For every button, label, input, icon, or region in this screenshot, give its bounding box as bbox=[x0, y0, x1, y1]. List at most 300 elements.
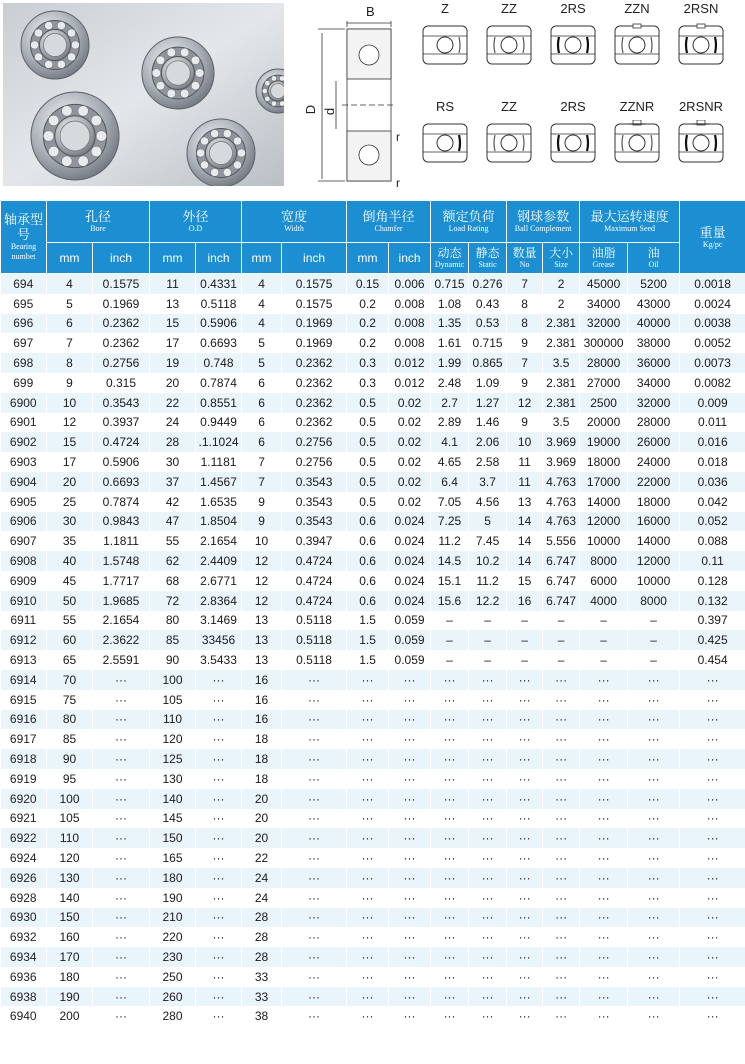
table-cell: 150 bbox=[47, 908, 93, 928]
table-cell: 14.5 bbox=[431, 551, 469, 571]
table-cell: 0.4724 bbox=[282, 591, 347, 611]
table-cell: 0.0018 bbox=[680, 274, 745, 294]
table-cell: 13 bbox=[150, 294, 196, 314]
table-cell: 0.02 bbox=[389, 432, 431, 452]
table-cell: ··· bbox=[543, 710, 580, 730]
table-cell: 0.6693 bbox=[196, 333, 242, 353]
table-cell: ··· bbox=[580, 729, 628, 749]
table-cell: ··· bbox=[389, 789, 431, 809]
header-ball-zh: 钢球参数 bbox=[517, 209, 570, 224]
table-cell: ··· bbox=[628, 1006, 680, 1026]
table-cell: ··· bbox=[628, 769, 680, 789]
seal-cross-section-icon bbox=[613, 22, 661, 68]
table-cell: ··· bbox=[628, 828, 680, 848]
table-cell: ··· bbox=[680, 908, 745, 928]
table-cell: 27000 bbox=[580, 373, 628, 393]
table-cell: ··· bbox=[469, 809, 507, 829]
label-radius-r1: r bbox=[396, 130, 400, 144]
table-cell: ··· bbox=[431, 789, 469, 809]
table-cell: 0.3 bbox=[347, 373, 389, 393]
table-cell: 2.58 bbox=[469, 452, 507, 472]
table-cell: ··· bbox=[93, 670, 150, 690]
table-cell: 4.56 bbox=[469, 492, 507, 512]
table-cell: 28000 bbox=[580, 353, 628, 373]
table-cell: ··· bbox=[628, 749, 680, 769]
table-cell: ··· bbox=[543, 729, 580, 749]
subheader-grease-en: Grease bbox=[592, 260, 615, 269]
table-cell: ··· bbox=[431, 927, 469, 947]
table-cell: ··· bbox=[93, 927, 150, 947]
table-cell: 105 bbox=[150, 690, 196, 710]
table-cell: 0.276 bbox=[469, 274, 507, 294]
subheader-no-zh: 数量 bbox=[512, 246, 537, 260]
table-cell: 0.397 bbox=[680, 611, 745, 631]
table-cell: ··· bbox=[196, 888, 242, 908]
table-cell: 28 bbox=[150, 432, 196, 452]
table-cell: 15.1 bbox=[431, 571, 469, 591]
table-cell: ··· bbox=[680, 769, 745, 789]
table-cell: 9 bbox=[507, 333, 543, 353]
header-model-en: Bearing numbet bbox=[10, 242, 37, 261]
table-cell: ··· bbox=[580, 1006, 628, 1026]
dimension-diagram bbox=[300, 3, 415, 190]
subheader-chamfer-inch: inch bbox=[389, 243, 431, 274]
table-cell: 0.024 bbox=[389, 591, 431, 611]
table-row bbox=[1, 571, 745, 591]
table-cell: ··· bbox=[507, 908, 543, 928]
table-row bbox=[1, 591, 745, 611]
table-cell: ··· bbox=[93, 690, 150, 710]
header-weight-en: Kg/pc bbox=[702, 239, 723, 249]
table-cell: ··· bbox=[431, 769, 469, 789]
table-cell: ··· bbox=[543, 987, 580, 1007]
table-cell: ··· bbox=[347, 769, 389, 789]
cell-model: 698 bbox=[1, 353, 47, 373]
table-cell: 7.25 bbox=[431, 512, 469, 532]
table-cell: ··· bbox=[196, 947, 242, 967]
table-cell: 6 bbox=[47, 314, 93, 334]
table-cell: 0.6 bbox=[347, 551, 389, 571]
table-cell: 80 bbox=[150, 611, 196, 631]
table-cell: 3.969 bbox=[543, 432, 580, 452]
table-cell: ··· bbox=[628, 670, 680, 690]
table-cell: ··· bbox=[196, 967, 242, 987]
cell-model: 6901 bbox=[1, 413, 47, 433]
table-cell: 0.715 bbox=[469, 333, 507, 353]
table-cell: 0.0052 bbox=[680, 333, 745, 353]
table-cell: 0.43 bbox=[469, 294, 507, 314]
table-cell: ··· bbox=[431, 967, 469, 987]
table-cell: 24 bbox=[150, 413, 196, 433]
table-cell: ··· bbox=[93, 947, 150, 967]
table-cell: ··· bbox=[196, 729, 242, 749]
table-cell: ··· bbox=[580, 987, 628, 1007]
header-model bbox=[1, 201, 47, 274]
table-cell: – bbox=[431, 630, 469, 650]
table-cell: ··· bbox=[196, 670, 242, 690]
table-cell: 19 bbox=[150, 353, 196, 373]
subheader-size-zh: 大小 bbox=[549, 246, 574, 260]
table-cell: ··· bbox=[196, 987, 242, 1007]
table-row bbox=[1, 432, 745, 452]
table-cell: ··· bbox=[543, 828, 580, 848]
table-cell: 0.5118 bbox=[282, 630, 347, 650]
table-cell: 0.3543 bbox=[282, 492, 347, 512]
table-cell: ··· bbox=[469, 927, 507, 947]
table-cell: 9 bbox=[242, 512, 282, 532]
subheader-grease bbox=[580, 243, 628, 274]
table-cell: ··· bbox=[431, 947, 469, 967]
table-cell: 70 bbox=[47, 670, 93, 690]
table-cell: ··· bbox=[469, 1006, 507, 1026]
table-cell: 18000 bbox=[628, 492, 680, 512]
table-cell: 2.3622 bbox=[93, 630, 150, 650]
table-cell: ··· bbox=[347, 789, 389, 809]
table-cell: 45000 bbox=[580, 274, 628, 294]
table-cell: ··· bbox=[680, 967, 745, 987]
table-cell: 0.024 bbox=[389, 512, 431, 532]
cell-model: 6911 bbox=[1, 611, 47, 631]
table-cell: 0.011 bbox=[680, 413, 745, 433]
subheader-static-en: Static bbox=[478, 260, 497, 269]
table-row bbox=[1, 373, 745, 393]
table-cell: 2 bbox=[543, 274, 580, 294]
cell-model: 699 bbox=[1, 373, 47, 393]
table-row bbox=[1, 670, 745, 690]
table-cell: 9 bbox=[507, 373, 543, 393]
table-cell: ··· bbox=[93, 729, 150, 749]
header-speed-en: Maximum Seed bbox=[604, 224, 656, 233]
table-cell: ··· bbox=[282, 888, 347, 908]
table-cell: 170 bbox=[47, 947, 93, 967]
table-cell: ··· bbox=[282, 1006, 347, 1026]
cell-model: 6905 bbox=[1, 492, 47, 512]
table-cell: 0.02 bbox=[389, 452, 431, 472]
table-cell: ··· bbox=[680, 888, 745, 908]
table-cell: 0.02 bbox=[389, 393, 431, 413]
table-cell: 0.018 bbox=[680, 452, 745, 472]
table-cell: ··· bbox=[282, 868, 347, 888]
cell-model: 6909 bbox=[1, 571, 47, 591]
table-cell: 210 bbox=[150, 908, 196, 928]
table-cell: ··· bbox=[507, 927, 543, 947]
table-cell: ··· bbox=[347, 947, 389, 967]
table-cell: 2.1654 bbox=[93, 611, 150, 631]
table-cell: ··· bbox=[431, 848, 469, 868]
table-cell: ··· bbox=[282, 729, 347, 749]
cell-model: 6921 bbox=[1, 809, 47, 829]
table-row bbox=[1, 908, 745, 928]
table-cell: ··· bbox=[507, 670, 543, 690]
table-cell: 9 bbox=[507, 413, 543, 433]
seal-type bbox=[543, 98, 603, 166]
table-cell: 0.0073 bbox=[680, 353, 745, 373]
table-cell: 190 bbox=[47, 987, 93, 1007]
table-cell: 3.7 bbox=[469, 472, 507, 492]
table-cell: ··· bbox=[680, 710, 745, 730]
table-cell: ··· bbox=[431, 828, 469, 848]
table-row bbox=[1, 353, 745, 373]
table-cell: 0.2756 bbox=[93, 353, 150, 373]
table-row bbox=[1, 314, 745, 334]
table-cell: ··· bbox=[347, 1006, 389, 1026]
table-cell: 7 bbox=[242, 472, 282, 492]
seal-type bbox=[607, 98, 667, 166]
table-cell: 0.5118 bbox=[282, 650, 347, 670]
table-cell: – bbox=[628, 650, 680, 670]
cell-model: 6938 bbox=[1, 987, 47, 1007]
table-cell: 28 bbox=[242, 908, 282, 928]
table-cell: ··· bbox=[196, 848, 242, 868]
header-model-zh: 轴承型号 bbox=[3, 212, 43, 242]
table-cell: 34000 bbox=[580, 294, 628, 314]
seal-type-label: RS bbox=[435, 99, 455, 114]
table-cell: ··· bbox=[543, 848, 580, 868]
table-cell: ··· bbox=[628, 690, 680, 710]
table-cell: 0.5 bbox=[347, 452, 389, 472]
table-cell: ··· bbox=[196, 710, 242, 730]
table-cell: 0.024 bbox=[389, 571, 431, 591]
table-cell: ··· bbox=[469, 769, 507, 789]
table-cell: ··· bbox=[347, 749, 389, 769]
table-cell: 55 bbox=[150, 531, 196, 551]
table-cell: ··· bbox=[507, 749, 543, 769]
table-cell: 0.7874 bbox=[93, 492, 150, 512]
table-cell: 2.6771 bbox=[196, 571, 242, 591]
table-row bbox=[1, 472, 745, 492]
table-cell: ··· bbox=[543, 868, 580, 888]
table-cell: 140 bbox=[150, 789, 196, 809]
table-cell: 30 bbox=[150, 452, 196, 472]
table-cell: ··· bbox=[389, 987, 431, 1007]
table-cell: ··· bbox=[431, 809, 469, 829]
table-cell: ··· bbox=[469, 710, 507, 730]
table-cell: 43000 bbox=[628, 294, 680, 314]
table-cell: ··· bbox=[469, 670, 507, 690]
table-cell: 4.763 bbox=[543, 512, 580, 532]
header-width bbox=[242, 201, 347, 243]
table-cell: ··· bbox=[469, 967, 507, 987]
cell-model: 6940 bbox=[1, 1006, 47, 1026]
cell-model: 6926 bbox=[1, 868, 47, 888]
table-cell: 10 bbox=[47, 393, 93, 413]
table-cell: 0.009 bbox=[680, 393, 745, 413]
table-cell: 145 bbox=[150, 809, 196, 829]
table-cell: 12.2 bbox=[469, 591, 507, 611]
table-cell: 16 bbox=[242, 670, 282, 690]
table-cell: 5 bbox=[47, 294, 93, 314]
table-cell: 1.27 bbox=[469, 393, 507, 413]
label-outer-d: D bbox=[303, 104, 319, 115]
table-cell: 8 bbox=[507, 294, 543, 314]
table-cell: 0.059 bbox=[389, 611, 431, 631]
table-cell: 12 bbox=[242, 591, 282, 611]
table-cell: ··· bbox=[347, 690, 389, 710]
table-cell: ··· bbox=[93, 868, 150, 888]
table-cell: 24000 bbox=[628, 452, 680, 472]
table-cell: ··· bbox=[628, 888, 680, 908]
table-cell: – bbox=[469, 611, 507, 631]
cell-model: 6922 bbox=[1, 828, 47, 848]
table-cell: ··· bbox=[93, 967, 150, 987]
table-cell: 2.7 bbox=[431, 393, 469, 413]
table-cell: 0.748 bbox=[196, 353, 242, 373]
table-cell: 8 bbox=[507, 314, 543, 334]
table-cell: 7.45 bbox=[469, 531, 507, 551]
table-cell: 0.016 bbox=[680, 432, 745, 452]
table-cell: ··· bbox=[680, 809, 745, 829]
cell-model: 6902 bbox=[1, 432, 47, 452]
header-weight bbox=[680, 201, 745, 274]
seal-type-label: ZZ bbox=[501, 99, 517, 114]
table-row bbox=[1, 274, 745, 294]
table-cell: 40 bbox=[47, 551, 93, 571]
table-cell: 6 bbox=[242, 432, 282, 452]
table-cell: ··· bbox=[543, 749, 580, 769]
header-chamfer bbox=[347, 201, 431, 243]
table-cell: – bbox=[628, 630, 680, 650]
table-cell: 0.4331 bbox=[196, 274, 242, 294]
table-cell: 0.2 bbox=[347, 294, 389, 314]
table-row bbox=[1, 947, 745, 967]
table-cell: ··· bbox=[347, 710, 389, 730]
table-cell: 120 bbox=[47, 848, 93, 868]
table-cell: 0.2362 bbox=[282, 393, 347, 413]
cell-model: 695 bbox=[1, 294, 47, 314]
cell-model: 6913 bbox=[1, 650, 47, 670]
header-load bbox=[431, 201, 507, 243]
bearing-photo bbox=[3, 3, 284, 186]
table-cell: 220 bbox=[150, 927, 196, 947]
table-row bbox=[1, 294, 745, 314]
table-cell: 6.747 bbox=[543, 551, 580, 571]
table-cell: – bbox=[543, 611, 580, 631]
table-cell: 32000 bbox=[628, 393, 680, 413]
table-cell: 8000 bbox=[628, 591, 680, 611]
table-cell: 14 bbox=[507, 551, 543, 571]
table-cell: 125 bbox=[150, 749, 196, 769]
table-cell: – bbox=[507, 630, 543, 650]
table-cell: 0.425 bbox=[680, 630, 745, 650]
table-cell: 80 bbox=[47, 710, 93, 730]
table-cell: ··· bbox=[389, 967, 431, 987]
table-cell: 10000 bbox=[580, 531, 628, 551]
table-cell: ··· bbox=[282, 809, 347, 829]
table-cell: 0.0038 bbox=[680, 314, 745, 334]
table-cell: ··· bbox=[580, 967, 628, 987]
table-cell: 0.0024 bbox=[680, 294, 745, 314]
table-cell: 6.747 bbox=[543, 591, 580, 611]
table-cell: ··· bbox=[507, 848, 543, 868]
table-cell: ··· bbox=[628, 967, 680, 987]
table-cell: 0.3947 bbox=[282, 531, 347, 551]
table-cell: 3.5 bbox=[543, 413, 580, 433]
seal-cross-section-icon bbox=[485, 120, 533, 166]
table-cell: 12 bbox=[47, 413, 93, 433]
subheader-size bbox=[543, 243, 580, 274]
seal-type-label: 2RS bbox=[560, 1, 586, 16]
table-cell: ··· bbox=[580, 670, 628, 690]
table-cell: ··· bbox=[580, 749, 628, 769]
table-cell: ··· bbox=[93, 888, 150, 908]
table-cell: ··· bbox=[469, 947, 507, 967]
table-cell: ··· bbox=[580, 927, 628, 947]
table-cell: 0.5118 bbox=[282, 611, 347, 631]
table-cell: ··· bbox=[580, 947, 628, 967]
table-cell: ··· bbox=[431, 868, 469, 888]
table-cell: 0.2756 bbox=[282, 432, 347, 452]
table-cell: 0.3543 bbox=[282, 512, 347, 532]
table-cell: ··· bbox=[282, 710, 347, 730]
header-speed bbox=[580, 201, 680, 243]
table-cell: ··· bbox=[580, 888, 628, 908]
cell-model: 6915 bbox=[1, 690, 47, 710]
seal-type bbox=[415, 0, 475, 68]
table-cell: – bbox=[431, 650, 469, 670]
table-cell: ··· bbox=[93, 1006, 150, 1026]
table-cell: ··· bbox=[282, 828, 347, 848]
table-cell: 180 bbox=[150, 868, 196, 888]
table-cell: ··· bbox=[628, 987, 680, 1007]
table-cell: 0.006 bbox=[389, 274, 431, 294]
table-cell: ··· bbox=[543, 809, 580, 829]
table-cell: – bbox=[507, 611, 543, 631]
table-cell: 0.5 bbox=[347, 492, 389, 512]
table-cell: 14000 bbox=[580, 492, 628, 512]
table-cell: 0.2362 bbox=[93, 314, 150, 334]
table-cell: ··· bbox=[580, 809, 628, 829]
table-cell: 32000 bbox=[580, 314, 628, 334]
table-cell: 95 bbox=[47, 769, 93, 789]
table-cell: 9 bbox=[242, 492, 282, 512]
table-row bbox=[1, 531, 745, 551]
table-cell: 1.99 bbox=[431, 353, 469, 373]
table-cell: 0.5906 bbox=[196, 314, 242, 334]
table-cell: 12 bbox=[242, 571, 282, 591]
label-width-b: B bbox=[366, 4, 375, 19]
table-cell: 4 bbox=[242, 274, 282, 294]
table-cell: 0.5 bbox=[347, 472, 389, 492]
table-cell: ··· bbox=[196, 690, 242, 710]
cell-model: 6932 bbox=[1, 927, 47, 947]
seal-type-label: 2RSN bbox=[683, 1, 719, 16]
table-cell: 33456 bbox=[196, 630, 242, 650]
header-ball-en: Ball Complement bbox=[514, 224, 572, 233]
table-cell: 0.024 bbox=[389, 551, 431, 571]
table-cell: ··· bbox=[680, 927, 745, 947]
table-cell: 2.381 bbox=[543, 393, 580, 413]
table-cell: ··· bbox=[93, 987, 150, 1007]
table-cell: 0.3937 bbox=[93, 413, 150, 433]
cell-model: 6934 bbox=[1, 947, 47, 967]
subheader-bore-inch: inch bbox=[93, 243, 150, 274]
table-cell: 0.1969 bbox=[93, 294, 150, 314]
table-cell: 7.05 bbox=[431, 492, 469, 512]
table-cell: 62 bbox=[150, 551, 196, 571]
table-cell: ··· bbox=[580, 710, 628, 730]
table-cell: 13 bbox=[507, 492, 543, 512]
subheader-grease-zh: 油脂 bbox=[591, 246, 616, 260]
table-cell: 36000 bbox=[628, 353, 680, 373]
table-row bbox=[1, 927, 745, 947]
table-cell: 20 bbox=[242, 809, 282, 829]
table-cell: 0.715 bbox=[431, 274, 469, 294]
table-body bbox=[1, 274, 745, 1027]
table-cell: ··· bbox=[196, 809, 242, 829]
table-cell: 280 bbox=[150, 1006, 196, 1026]
table-cell: 6.747 bbox=[543, 571, 580, 591]
table-cell: ··· bbox=[347, 888, 389, 908]
